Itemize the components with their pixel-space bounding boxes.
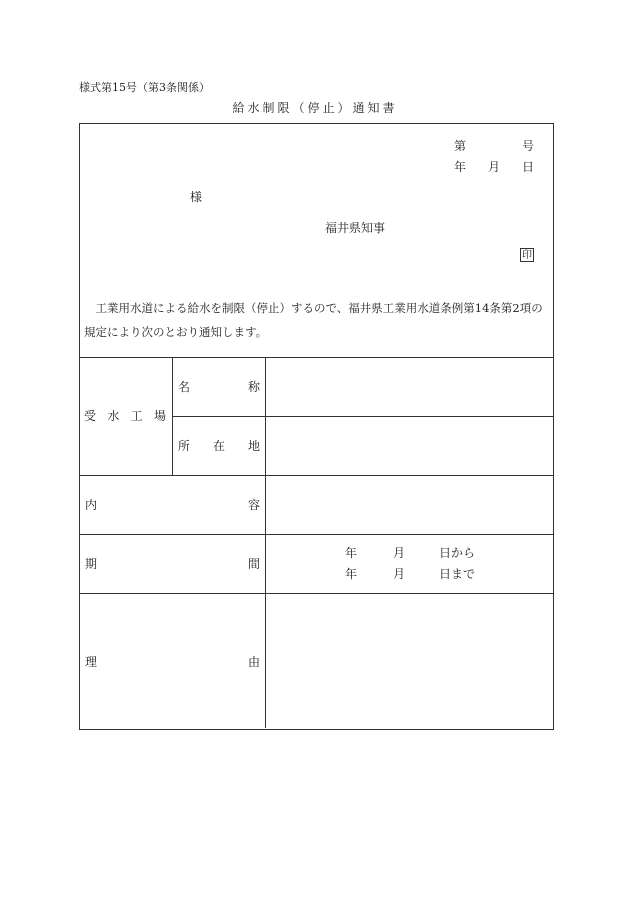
period-to: 年 月 日まで: [345, 567, 476, 581]
period-from: 年 月 日から: [345, 546, 476, 560]
reason-label: 理 由: [85, 655, 260, 669]
content-label: 内 容: [85, 498, 260, 512]
location-label: 所 在 地: [178, 439, 260, 453]
form-id-label: 様式第15号（第3条関係）: [79, 81, 210, 94]
document-number: [454, 139, 534, 153]
seal-mark: 印: [522, 250, 532, 261]
date-month: 月: [487, 160, 500, 174]
table-top-border: [80, 357, 553, 358]
form-frame: [79, 123, 554, 730]
row-line-content: [80, 475, 553, 476]
factory-column-line: [172, 357, 173, 475]
value-column-line: [265, 357, 266, 728]
recipient-factory-label: 受 水 工 場: [84, 409, 166, 423]
name-label: 名 称: [178, 380, 260, 394]
factory-split-line: [173, 416, 553, 417]
number-prefix: 第: [454, 139, 467, 153]
number-suffix: 号: [521, 139, 534, 153]
issuer-name: 福井県知事: [325, 221, 386, 235]
date-year: 年: [454, 160, 467, 174]
addressee-suffix: 様: [190, 190, 203, 204]
form-title: 給水制限（停止）通知書: [232, 101, 398, 115]
notice-text: 工業用水道による給水を制限（停止）するので、福井県工業用水道条例第14条第2項の規定により次のとおり通知します。: [84, 301, 543, 339]
issue-date: [454, 160, 534, 174]
date-day: 日: [521, 160, 534, 174]
row-line-reason: [80, 593, 553, 594]
period-label: 期 間: [85, 557, 260, 571]
row-line-period: [80, 534, 553, 535]
